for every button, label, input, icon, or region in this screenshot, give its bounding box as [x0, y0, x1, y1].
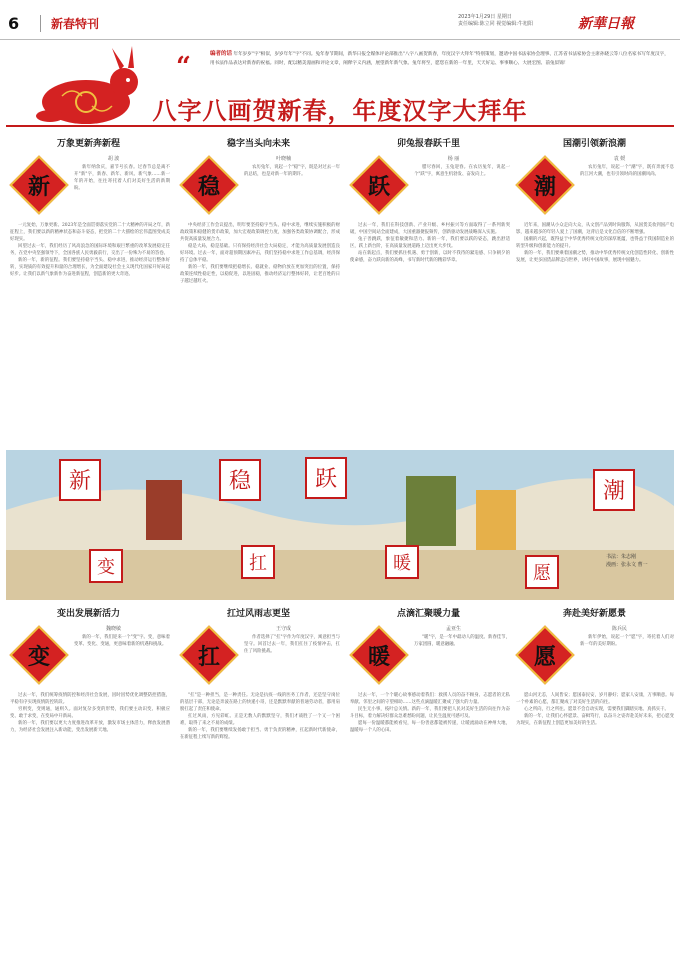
panel-char: 潮 — [602, 479, 626, 504]
paragraph: "扛"是一种担当，是一种责任。无论是抗疫一线的医务工作者，还是坚守岗位的基层干部，无论是奔波在路上的快递小哥，还是默默奉献的普通劳动者，都用肩膀扛起了责任和使命。 — [180, 693, 340, 712]
article-title: 万象更新奔新程 — [56, 139, 120, 149]
paragraph: 新的一年，新的征程。我们要坚持稳字当头、稳中求进，推动经济运行整体好转，实现质的有效提升和量的合理增长，为全面建设社会主义现代化国家开好局起好步。让我们以新气象新作为奋进新征程，创造新的更大奇迹。 — [10, 258, 170, 277]
article-author: 胡 波 — [107, 156, 120, 162]
article-kang — [176, 604, 341, 632]
panel-char: 新 — [68, 469, 92, 494]
article-author: 袁 媛 — [613, 156, 626, 162]
article-xin — [6, 134, 171, 162]
article-text-bian — [10, 692, 170, 952]
seal-char: 跃 — [367, 173, 390, 200]
seal-yuan — [515, 625, 574, 684]
paragraph: 民生无小事，枝叶总关情。新的一年，我们要把人民对美好生活的向往作为奋斗目标，着力解决好群众急难愁盼问题，让民生温度可感可及。 — [350, 707, 510, 719]
panel-yuan — [526, 556, 558, 588]
paragraph: 新的一年，我们要继续把稳增长、稳就业、稳物价放在更加突出的位置，保持政策连续性稳定性，以稳促进，以进固稳，推动经济运行整体好转，让老百姓的日子越过越红火。 — [180, 265, 340, 284]
article-yuan — [512, 604, 677, 632]
panel-chao — [594, 470, 634, 510]
seal-chao — [515, 155, 574, 214]
editor-line: 责任编辑:陈立同 视觉编辑:牛旭阳 — [458, 21, 533, 27]
article-author: 陈兵民 — [611, 626, 627, 632]
paragraph: 农历兔年，说起一个"潮"字，既有奔流不息的江河大潮，也有引领时尚的国潮风尚。 — [580, 165, 674, 177]
paragraph: 扛过风雨，方见彩虹。正是无数人的默默坚守，我们才战胜了一个又一个困难，取得了来之不易的成绩。 — [180, 714, 340, 726]
paragraph: 兔子善跳跃，象征着敏捷和活力。新的一年，我们要以跃的姿态，跳出舒适区，跃上新台阶，在高质量发展道路上迈出更大步伐。 — [350, 237, 510, 249]
calligraphy-credit: 书法：朱志刚 — [606, 554, 637, 560]
panel-char: 变 — [97, 557, 115, 578]
panel-nuan — [386, 546, 418, 578]
quote-mark-icon: “ — [176, 52, 191, 82]
article-author: 魏晓敏 — [105, 626, 121, 632]
paragraph: 新年纳余庆，嘉节号长春。过春节总是离不开"新"字，新春、新年、新风、新气象……新一年的开始，往往寄托着人们对美好生活的新期盼。 — [74, 165, 170, 191]
article-text-wen-lead — [244, 164, 340, 220]
editors-note — [210, 50, 670, 68]
article-text-yuan — [516, 692, 674, 952]
article-title: 稳字当头向未来 — [226, 139, 290, 149]
newspaper-logo: 新華日報 — [578, 16, 634, 32]
paragraph: 过去一年，我们在科技创新、产业升级、乡村振兴等方面取得了一系列新突破，中国空间站全面建成，大国重器捷报频传，创新驱动发展战略深入实施。 — [350, 223, 510, 235]
article-text-chao — [516, 222, 674, 448]
article-text-chao-lead — [580, 164, 674, 220]
paragraph: 过去一年，一个个暖心故事感动着我们：救援人员的奋不顾身、志愿者的无私奉献、邻里之间的守望相助……这些点滴温暖汇聚成了强大的力量。 — [350, 693, 510, 705]
article-title: 卯兔报春跃千里 — [396, 139, 460, 149]
article-title: 变出发展新活力 — [56, 609, 120, 619]
paragraph: 愿山河无恙，人间皆安；愿国泰民安，岁月静好；愿家人安康，万事顺意。每一个朴素的心愿，都汇聚成了对美好生活的向往。 — [516, 693, 674, 705]
seal-char: 扛 — [197, 643, 220, 670]
paragraph: 新年伊始，说起一个"愿"字，寄托着人们对新一年的美好期盼。 — [580, 635, 674, 647]
panel-char: 稳 — [228, 469, 252, 494]
panel-kang — [242, 546, 274, 578]
article-wen — [176, 134, 341, 162]
paragraph: 农历兔年，说起一个"稳"字，既是对过去一年的总结，也是对新一年的期许。 — [244, 165, 340, 177]
article-title: 国潮引领新浪潮 — [562, 139, 626, 149]
paragraph: "暖"字，是一年中最动人的温度。新春佳节，万家团圆，暖意融融。 — [414, 635, 510, 647]
section-name: 新春特刊 — [40, 15, 99, 32]
panel-wen — [220, 460, 260, 500]
title-rule — [6, 125, 674, 127]
paragraph: 心之所向，行之所往。愿景不会自动实现，需要我们脚踏实地、真抓实干。 — [524, 707, 669, 712]
seal-char: 新 — [27, 173, 50, 200]
paragraph: 一元复始，万象更新。2023年是全面贯彻落实党的二十大精神的开局之年，新征程上，我们要以新的精神状态和奋斗姿态，把党的二十大描绘的宏伟蓝图变成美好现实。 — [10, 223, 170, 242]
page-title: 八字八画贺新春，年度汉字大拜年 — [152, 96, 528, 125]
seal-char: 变 — [27, 643, 50, 670]
paragraph: 新的一年，我们迎来一个"变"字。变，意味着变革、变化、变通，更意味着新的机遇和挑战。 — [74, 635, 170, 647]
editors-note-label: 编者的话 — [210, 51, 233, 57]
panel-yue — [306, 458, 346, 498]
article-yue — [346, 134, 511, 162]
paragraph: 腊尽春回，玉兔迎春。在农历兔年，说起一个"跃"字，寓意生机勃发、奋发向上。 — [414, 165, 510, 177]
seal-bian — [9, 625, 68, 684]
article-title: 点滴汇聚暖力量 — [396, 609, 460, 619]
figure-1 — [146, 480, 182, 540]
article-author: 孟亚生 — [445, 626, 461, 632]
seal-char: 稳 — [197, 173, 220, 200]
paragraph: 穷则变，变则通，通则久。面对复杂多变的形势，我们要主动识变、积极应变、敢于求变，在变局中开新局。 — [10, 707, 170, 719]
paragraph: 新的一年，我们要乘着国潮之势，推动中华优秀传统文化创造性转化、创新性发展，让更多国货品牌走向世界，讲好中国故事，展现中国魅力。 — [516, 251, 674, 263]
article-author: 叶晓楠 — [275, 156, 291, 162]
article-text-xin-lead — [74, 164, 170, 220]
paragraph: 新的一年，我们要以更大力度推进改革开放，激发市场主体活力，释放发展潜力，为经济社会发展注入新动能，变出发展新天地。 — [10, 721, 170, 733]
article-author: 杨 丽 — [447, 156, 460, 162]
editors-note-text: 年年岁岁"字"相似，岁岁年年"字"不同。兔年春节期间，新华日报全媒体评论部推出"八字八画贺新春，年度汉字大拜年"特别策划，邀请中国书法家协会理事、江苏省书法家协会主席孙晓云等八位名家书写年度汉字，用书法作品表达对新春的祝福。同时，配以精美漫画和评论文章，阐释字义内涵，展望新年新气象。兔年将至，愿您在新的一年里，天天好运、事事顺心、大展宏图、前兔似锦！ — [210, 52, 669, 66]
paragraph: 新的一年，我们要继续发扬敢于担当、勇于负责的精神，扛起新时代新使命，在新征程上续写新的辉煌。 — [180, 728, 340, 740]
seal-yue — [349, 155, 408, 214]
panel-xin — [60, 460, 100, 500]
seal-char: 愿 — [533, 643, 556, 670]
article-text-kang — [180, 692, 340, 952]
article-text-kang-lead — [244, 634, 340, 690]
paragraph: 国潮的兴起，既得益于中华优秀传统文化的深厚底蕴，也得益于我国制造业的转型升级和创新能力的提升。 — [516, 237, 674, 249]
article-title: 扛过风雨志更坚 — [226, 609, 290, 619]
seal-char: 暖 — [367, 643, 390, 670]
paragraph: 稳是大局，稳是基础。只有保持经济社会大局稳定，才能为高质量发展创造良好环境。过去一年，面对超预期因素冲击，我们坚持稳中求进工作总基调，经济保持了总体平稳。 — [180, 244, 340, 263]
figure-2 — [406, 476, 456, 546]
seal-kang — [179, 625, 238, 684]
paragraph: 新的一年，让我们心怀愿景、奋楫笃行，以奋斗之姿奔赴美好未来，把心愿变为现实，在新征程上创造更加美好的生活。 — [516, 714, 674, 726]
paragraph: 过去一年，我们统筹疫情防控和经济社会发展，因时因势优化调整防控措施，平稳有序实现疫情防控转段。 — [10, 693, 170, 705]
article-title: 奔赴美好新愿景 — [562, 609, 626, 619]
article-author: 王守成 — [275, 626, 291, 632]
page-number: 6 — [8, 14, 20, 33]
date-line: 2023年1月29日 星期日 — [458, 14, 512, 20]
comic-illustration — [6, 450, 674, 600]
panel-char: 扛 — [249, 553, 267, 574]
paragraph: 作者选择了"扛"字作为年度汉字，寓意担当与坚守。回首过去一年，我们扛住了疫情冲击，扛住了风险挑战。 — [244, 635, 340, 654]
article-text-yuan-lead — [580, 634, 674, 690]
article-text-yue — [350, 222, 510, 448]
article-text-xin — [10, 222, 170, 448]
article-bian — [6, 604, 171, 632]
paragraph: 愿每一份温暖都能被看见，每一份善意都能被传递，让暖流涌动在神州大地，温暖每一个人的心田。 — [350, 721, 510, 733]
article-chao — [512, 134, 677, 162]
paragraph: 回望过去一年，我们经历了风高浪急的国际环境和艰巨繁重的改革发展稳定任务，在党中央坚强领导下，全国各族人民勇毅前行，交出了一份殊为不易的答卷。 — [10, 244, 170, 256]
figure-3 — [476, 490, 516, 550]
article-text-bian-lead — [74, 634, 170, 690]
article-nuan — [346, 604, 511, 632]
paragraph: 中央经济工作会议提出，明年要坚持稳字当头、稳中求进，继续实施积极的财政政策和稳健的货币政策，加大宏观政策调控力度，加强各类政策协调配合，形成共促高质量发展合力。 — [180, 223, 340, 242]
article-text-nuan-lead — [414, 634, 510, 690]
illustration-credit — [606, 553, 648, 569]
comic-credit: 漫画：张永文 曹一 — [606, 562, 648, 568]
seal-char: 潮 — [533, 173, 556, 200]
date-info — [458, 14, 533, 28]
panel-bian — [90, 550, 122, 582]
seal-wen — [179, 155, 238, 214]
page-header — [0, 0, 680, 40]
panel-char: 暖 — [393, 553, 411, 574]
seal-xin — [9, 155, 68, 214]
paragraph: 近年来，国潮从小众走向大众，从文创产品到时尚服饰，从国货美妆到国产电影，越来越多的年轻人爱上了国潮，这背后是文化自信的不断增强。 — [516, 223, 674, 235]
panel-char: 跃 — [314, 467, 338, 492]
paragraph: 站在新起点，我们要抓住机遇、勇于创新，以时不我待的紧迫感、只争朝夕的使命感，奋力跃向新的高峰，书写新时代新的精彩华章。 — [350, 251, 510, 263]
seal-nuan — [349, 625, 408, 684]
panel-char: 愿 — [533, 563, 551, 584]
article-text-nuan — [350, 692, 510, 952]
article-text-yue-lead — [414, 164, 510, 220]
article-text-wen — [180, 222, 340, 448]
